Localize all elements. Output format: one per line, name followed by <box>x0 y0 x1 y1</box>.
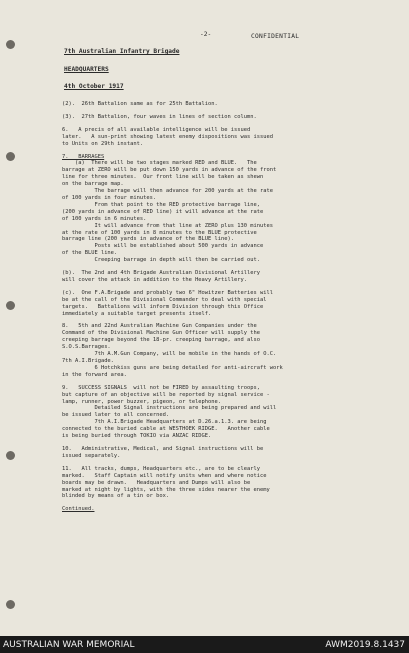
paragraph-8-line: Command of the Divisional Machine Gun Officer will supply the <box>62 330 260 337</box>
paragraph-9-line: but capture of an objective will be reported by signal service - <box>62 391 270 398</box>
barrage-c-line: immediately a suitable target presents itself. <box>62 310 212 317</box>
punch-hole <box>6 40 15 49</box>
paragraph-10-line: 10. Administrative, Medical, and Signal instructions will be <box>62 445 264 452</box>
paragraph-8-line: 8. 5th and 22nd Australian Machine Gun Companies under the <box>62 323 257 330</box>
paragraph-8-line: creeping barrage beyond the 18-pr. creeping barrage, and also <box>62 337 260 344</box>
footer-reference: AWM2019.8.1437 <box>325 640 405 650</box>
punch-hole <box>6 301 15 310</box>
barrage-c-line: targets. Battalions will inform Division through this Office <box>62 303 264 310</box>
paragraph-11-line: marked. Staff Captain will notify units when and where notice <box>62 472 267 479</box>
barrage-a-line: barrage at ZERO will be put down 150 yards in advance of the front <box>62 167 277 174</box>
barrage-a-line: at the rate of 100 yards in 8 minutes to the BLUE protective <box>62 229 257 236</box>
barrage-a-line: (a) There will be two stages marked RED and BLUE. The <box>62 160 257 167</box>
paragraph-9-line: be issued later to all concerned. <box>62 412 170 419</box>
paragraph-9-line: connected to the buried cable at WESTHOEK RIDGE. Another cable <box>62 426 270 433</box>
date-heading: 4th October 1917 <box>64 83 124 90</box>
classification-mark: CONFIDENTIAL <box>251 33 300 40</box>
barrage-a-line: of 100 yards in 6 minutes. <box>62 215 147 222</box>
paragraph-8-line: 7th A.M.Gun Company, will be mobile in the hands of O.C. <box>62 351 277 358</box>
document-body <box>62 101 394 513</box>
unit-heading: 7th Australian Infantry Brigade <box>64 48 180 55</box>
paragraph-3: (3). 27th Battalion, four waves in lines of section column. <box>62 113 257 120</box>
barrage-b-line: will cover the attack in addition to the Heavy Artillery. <box>62 276 247 283</box>
punch-hole <box>6 600 15 609</box>
paragraph-6-line: 6. A precis of all available intelligence will be issued <box>62 126 251 133</box>
paragraph-8-line: 6 Hotchkiss guns are being detailed for anti-aircraft work <box>62 364 283 371</box>
barrage-a-line: It will advance from that line at ZERO plus 130 minutes <box>62 222 273 229</box>
footer-source: AUSTRALIAN WAR MEMORIAL <box>3 640 135 650</box>
paragraph-9-line: is being buried through TOKIO via ANZAC RIDGE. <box>62 433 212 440</box>
barrage-a-line: line for three minutes. Our front line will be taken as shewn <box>62 174 264 181</box>
barrage-b-line: (b). The 2nd and 4th Brigade Australian Divisional Artillery <box>62 270 260 277</box>
barrage-c-line: be at the call of the Divisional Commander to deal with special <box>62 296 267 303</box>
archive-footer <box>0 636 409 653</box>
barrage-a-line: of the BLUE line. <box>62 250 118 257</box>
paragraph-11-line: blinded by means of a tin or box. <box>62 493 170 500</box>
paragraph-11-line: 11. All tracks, dumps, Headquarters etc., are to be clearly <box>62 465 260 472</box>
barrage-a-line: From that point to the RED protective barrage line, <box>62 201 260 208</box>
barrage-a-line: of 100 yards in four minutes. <box>62 194 157 201</box>
paragraph-9-line: Detailed Signal instructions are being prepared and will <box>62 405 277 412</box>
paragraph-8-line: in the forward area. <box>62 371 127 378</box>
barrage-c-line: (c). One F.A.Brigade and probably two 6" Howitzer Batteries will <box>62 289 273 296</box>
paragraph-10-line: issued separately. <box>62 452 121 459</box>
barrage-a-line: (200 yards in advance of RED line) it will advance at the rate <box>62 208 264 215</box>
paragraph-11-line: boards may be drawn. Headquarters and Dumps will also be <box>62 479 251 486</box>
barrage-a-line: The barrage will then advance for 200 yards at the rate <box>62 188 273 195</box>
section-7-heading: 7. BARRAGES <box>62 153 105 160</box>
page-number: -2- <box>200 31 212 38</box>
paragraph-6-line: later. A sun-print showing latest enemy dispositions was issued <box>62 133 273 140</box>
continued-note: Continued. <box>62 506 95 513</box>
punch-hole <box>6 451 15 460</box>
barrage-a-line: Posts will be established about 500 yards in advance <box>62 243 264 250</box>
paragraph-9-line: 9. SUCCESS SIGNALS will not be FIRED by assaulting troops, <box>62 384 260 391</box>
paragraph-11-line: marked at night by lights, with the three sides nearer the enemy <box>62 486 270 493</box>
punch-hole <box>6 152 15 161</box>
paragraph-9-line: 7th A.I.Brigade Headquarters at D.26.a.1.3. are being <box>62 419 267 426</box>
barrage-a-line: on the barrage map. <box>62 181 124 188</box>
barrage-a-line: barrage line (200 yards in advance of the BLUE line). <box>62 236 235 243</box>
barrage-a-line: Creeping barrage in depth will then be carried out. <box>62 257 260 264</box>
paragraph-8-line: S.O.S.Barrages. <box>62 344 111 351</box>
paragraph-6-line: to Units on 29th instant. <box>62 140 144 147</box>
paragraph-2: (2). 26th Battalion same as for 25th Battalion. <box>62 101 218 107</box>
paragraph-8-line: 7th A.I.Brigade. <box>62 358 114 364</box>
paragraph-9-line: lamp, runner, power buzzer, pigeon, or telephone. <box>62 398 222 405</box>
hq-heading: HEADQUARTERS <box>64 66 109 73</box>
